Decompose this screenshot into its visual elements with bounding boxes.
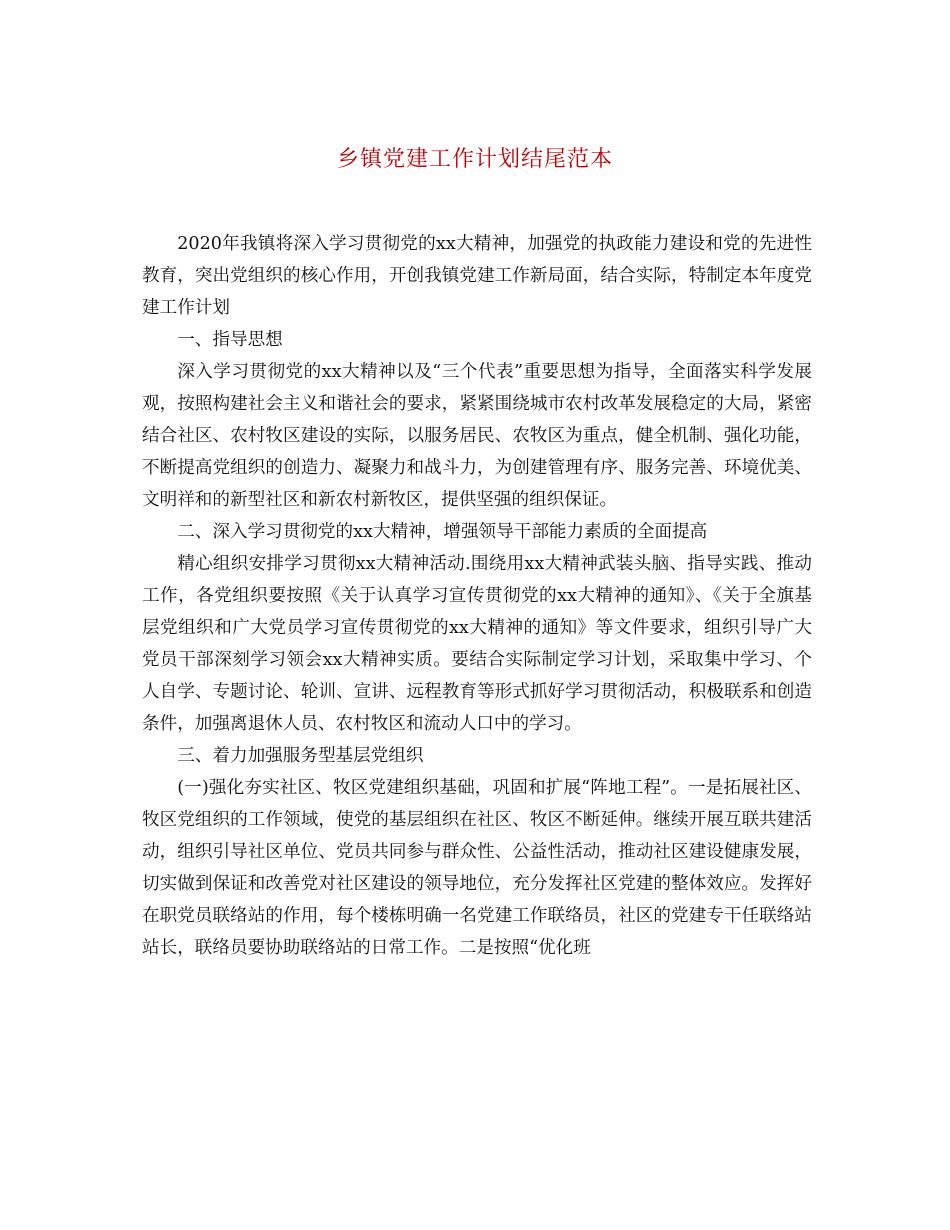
- document-body: [142, 228, 812, 964]
- intro-paragraph: 2020年我镇将深入学习贯彻党的xx大精神，加强党的执政能力建设和党的先进性教育，突出党组织的核心作用，开创我镇党建工作新局面，结合实际，特制定本年度党建工作计划: [142, 234, 812, 318]
- section-2-paragraph: 精心组织安排学习贯彻xx大精神活动.围绕用xx大精神武装头脑、指导实践、推动工作，各党组织要按照《关于认真学习宣传贯彻党的xx大精神的通知》、《关于全旗基层党组织和广大党员学习宣传贯彻党的xx大精神的通知》等文件要求，组织引导广大党员干部深刻学习领会xx大精神实质。要结合实际制定学习计划，采取集中学习、个人自学、专题讨论、轮训、宣讲、远程教育等形式抓好学习贯彻活动，积极联系和创造条件，加强离退休人员、农村牧区和流动人口中的学习。: [142, 554, 812, 734]
- section-1-paragraph: 深入学习贯彻党的xx大精神以及“三个代表”重要思想为指导，全面落实科学发展观，按照构建社会主义和谐社会的要求，紧紧围绕城市农村改革发展稳定的大局，紧密结合社区、农村牧区建设的实际，以服务居民、农牧区为重点，健全机制、强化功能，不断提高党组织的创造力、凝聚力和战斗力，为创建管理有序、服务完善、环境优美、文明祥和的新型社区和新农村新牧区，提供坚强的组织保证。: [142, 362, 812, 510]
- section-heading-1: 一、指导思想: [177, 330, 283, 350]
- section-3-paragraph: (一)强化夯实社区、牧区党建组织基础，巩固和扩展“阵地工程”。一是拓展社区、牧区党组织的工作领域，使党的基层组织在社区、牧区不断延伸。继续开展互联共建活动，组织引导社区单位、党员共同参与群众性、公益性活动，推动社区建设健康发展，切实做到保证和改善党对社区建设的领导地位，充分发挥社区党建的整体效应。发挥好在职党员联络站的作用，每个楼栋明确一名党建工作联络员，社区的党建专干任联络站站长，联络员要协助联络站的日常工作。二是按照“优化班: [142, 778, 812, 958]
- document-title: 乡镇党建工作计划结尾范本: [336, 147, 613, 172]
- section-heading-3: 三、着力加强服务型基层党组织: [177, 746, 424, 766]
- section-heading-2: 二、深入学习贯彻党的xx大精神，增强领导干部能力素质的全面提高: [177, 522, 708, 542]
